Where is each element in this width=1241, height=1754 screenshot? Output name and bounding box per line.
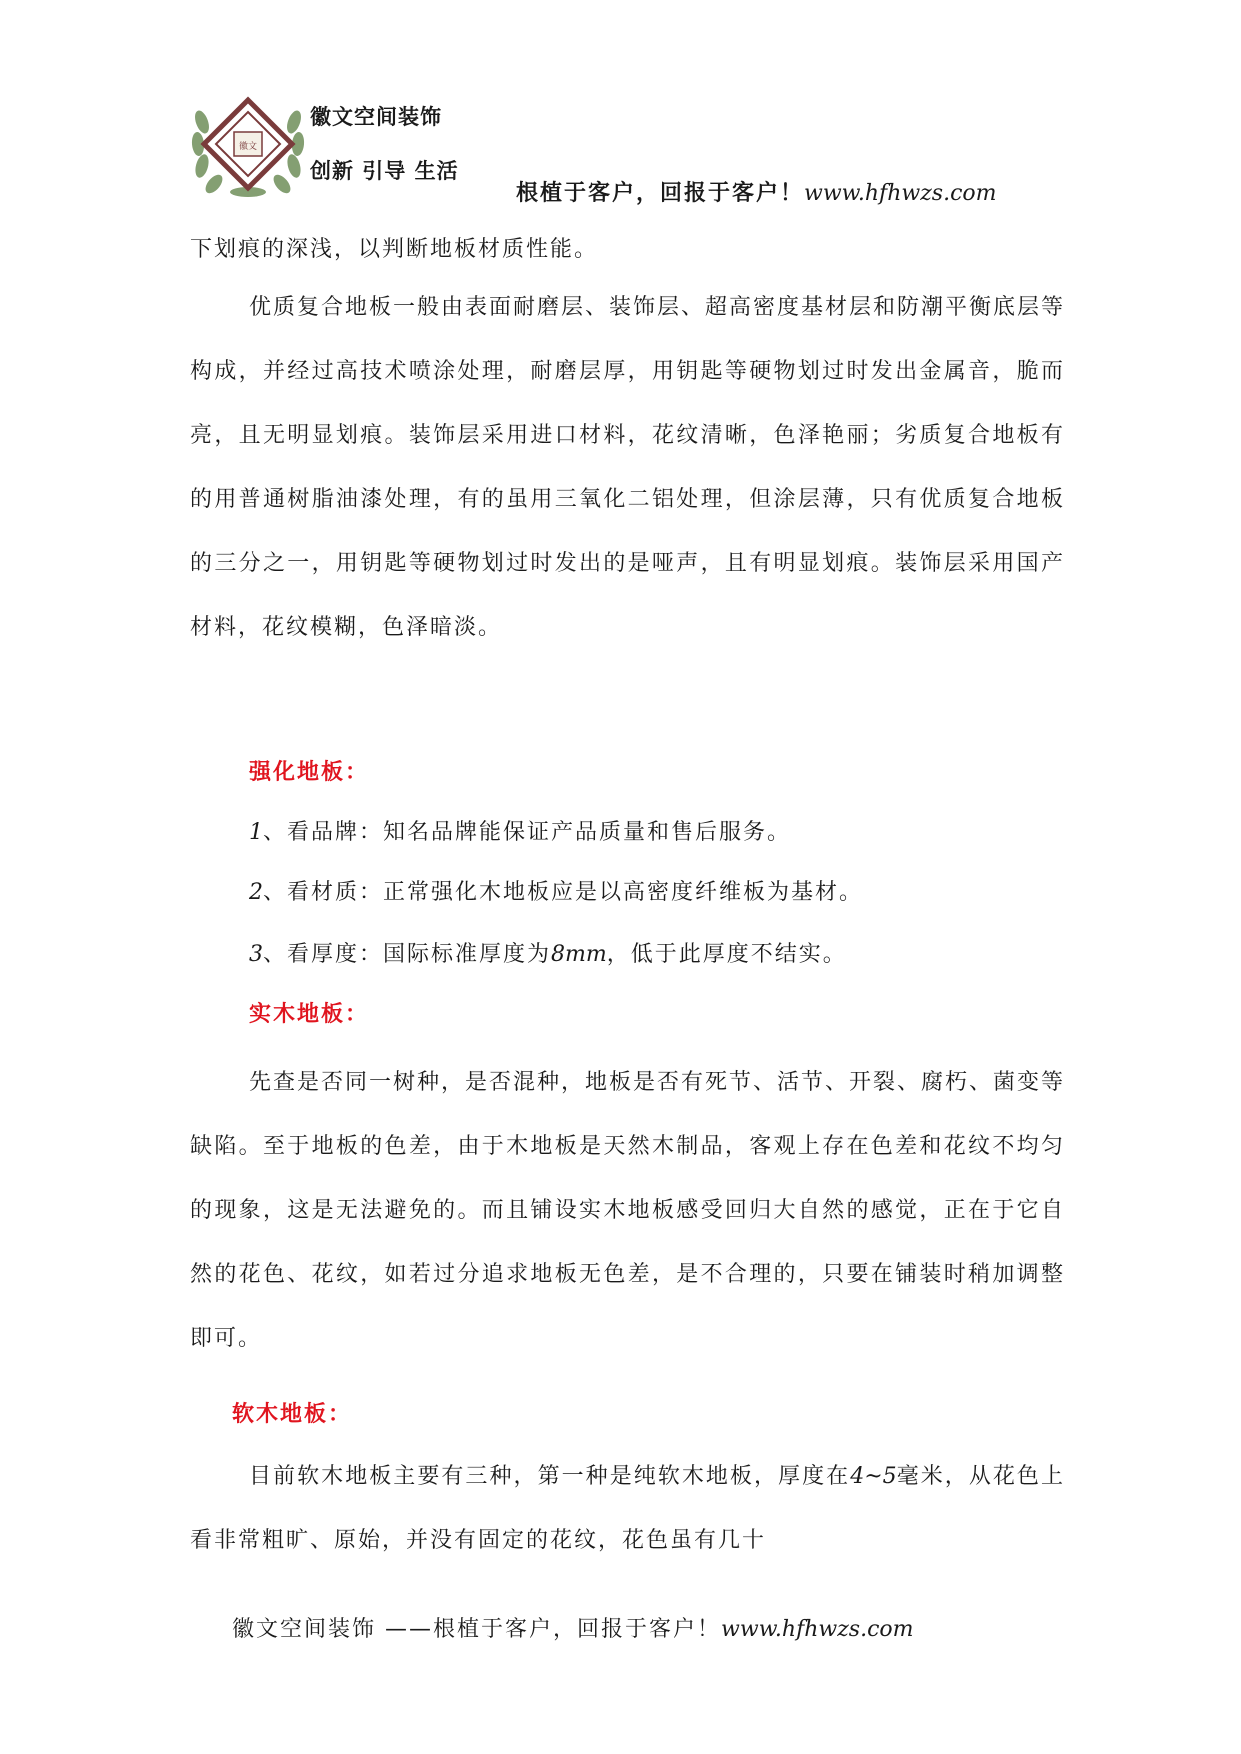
footer-slogan: 根植于客户，回报于客户！ <box>433 1617 722 1642</box>
paragraph-continuation: 下划痕的深浅，以判断地板材质性能。 <box>190 237 599 262</box>
footer-company: 徽文空间装饰 <box>232 1617 377 1642</box>
paragraph-solid-wood: 先查是否同一树种，是否混种，地板是否有死节、活节、开裂、腐朽、菌变等缺陷。至于地板的色差，由于木地板是天然木制品，客观上存在色差和花纹不均匀的现象，这是无法避免的。而且铺设实木地板感受回归大自然的感觉，正在于它自然的花色、花纹，如若过分追求地板无色差，是不合理的，只要在铺装时稍加调整即可。 <box>190 1070 1066 1351</box>
paragraph-composite-floor: 优质复合地板一般由表面耐磨层、装饰层、超高密度基材层和防潮平衡底层等构成，并经过高技术喷涂处理，耐磨层厚，用钥匙等硬物划过时发出金属音，脆而亮，且无明显划痕。装饰层采用进口材料，花纹清晰，色泽艳丽；劣质复合地板有的用普通树脂油漆处理，有的虽用三氧化二铝处理，但涂层薄，只有优质复合地板的三分之一，用钥匙等硬物划过时发出的是哑声，且有明显划痕。装饰层采用国产材料，花纹模糊，色泽暗淡。 <box>190 295 1066 640</box>
logo-seal-text: 徽文 <box>238 142 258 152</box>
heading-cork-floor: 软木地板： <box>232 1402 353 1427</box>
list-item-text: 、看厚度：国际标准厚度为 <box>263 942 552 967</box>
header-slogan-text: 根植于客户，回报于客户！ <box>516 181 805 206</box>
list-item-number: 2 <box>249 880 263 905</box>
logo-tagline: 创新 引导 生活 <box>310 159 459 183</box>
header-slogan <box>516 176 997 207</box>
cork-thickness-value: 4~5 <box>850 1464 897 1489</box>
heading-laminate-floor: 强化地板： <box>249 760 370 785</box>
heading-solid-wood-floor: 实木地板： <box>249 1002 370 1027</box>
header-url: www.hfhwzs.com <box>804 181 997 206</box>
list-item-number: 3 <box>249 942 263 967</box>
list-item-thickness <box>249 937 847 968</box>
footer-dash: —— <box>385 1617 434 1642</box>
list-item-text: 、看材质：正常强化木地板应是以高密度纤维板为基材。 <box>263 880 864 905</box>
list-item-brand <box>249 815 791 846</box>
paragraph-cork <box>190 1445 1065 1573</box>
page-footer <box>232 1612 914 1643</box>
list-item-text-end: ，低于此厚度不结实。 <box>606 942 847 967</box>
company-logo <box>188 92 459 200</box>
thickness-value: 8mm <box>551 942 607 967</box>
paragraph-cork-text-end: 毫米，从花色上看非常粗旷、原始，并没有固定的花纹，花色虽有几十 <box>190 1464 1065 1553</box>
list-item-number: 1 <box>249 820 263 845</box>
footer-url: www.hfhwzs.com <box>721 1617 914 1642</box>
paragraph-cork-text: 目前软木地板主要有三种，第一种是纯软木地板，厚度在 <box>249 1464 851 1489</box>
logo-company-name: 徽文空间装饰 <box>310 105 442 129</box>
list-item-material <box>249 875 863 906</box>
logo-emblem-icon <box>188 92 308 200</box>
list-item-text: 、看品牌：知名品牌能保证产品质量和售后服务。 <box>263 820 792 845</box>
